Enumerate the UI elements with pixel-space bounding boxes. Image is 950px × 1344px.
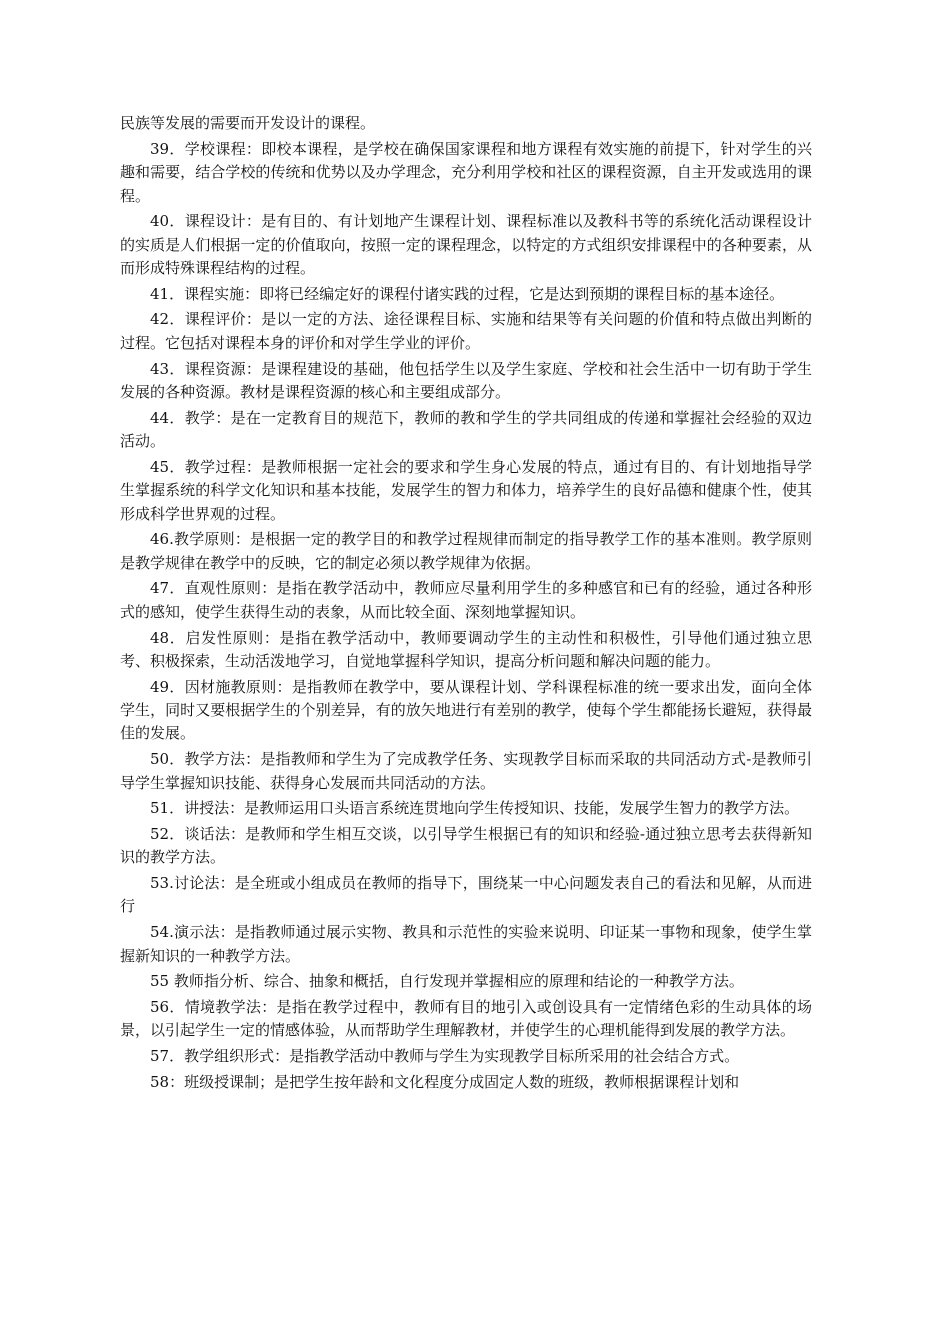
- paragraph-48: 48．启发性原则：是指在教学活动中，教师要调动学生的主动性和积极性，引导他们通过独立思考、积极探索，生动活泼地学习，自觉地掌握科学知识，提高分析问题和解决问题的能力。: [120, 628, 812, 670]
- paragraph-50: 50．教学方法：是指教师和学生为了完成教学任务、实现教学目标而采取的共同活动方式-是教师引导学生掌握知识技能、获得身心发展而共同活动的方法。: [120, 750, 812, 792]
- paragraph-58: 58：班级授课制；是把学生按年龄和文化程度分成固定人数的班级，教师根据课程计划和: [150, 1072, 740, 1091]
- paragraph-46: 46.教学原则：是根据一定的教学目的和教学过程规律而制定的指导教学工作的基本准则。教学原则是教学规律在教学中的反映，它的制定必须以教学规律为依据。: [120, 530, 812, 572]
- paragraph-43: 43．课程资源：是课程建设的基础，他包括学生以及学生家庭、学校和社会生活中一切有助于学生发展的各种资源。教材是课程资源的核心和主要组成部分。: [120, 359, 812, 401]
- document-page: [120, 112, 812, 1096]
- paragraph-49: 49．因材施教原则：是指教师在教学中，要从课程计划、学科课程标准的统一要求出发，面向全体学生，同时又要根据学生的个别差异，有的放矢地进行有差别的教学，使每个学生都能扬长避短，获得最佳的发展。: [120, 677, 812, 743]
- paragraph-54: 54.演示法：是指教师通过展示实物、教具和示范性的实验来说明、印证某一事物和现象，使学生掌握新知识的一种教学方法。: [120, 923, 812, 965]
- paragraph-44: 44．教学：是在一定教育目的规范下，教师的教和学生的学共同组成的传递和掌握社会经验的双边活动。: [120, 408, 812, 451]
- paragraph-57: 57．教学组织形式：是指教学活动中教师与学生为实现教学目标所采用的社会结合方式。: [150, 1047, 740, 1066]
- paragraph-42: 42．课程评价：是以一定的方法、途径课程目标、实施和结果等有关问题的价值和特点做出判断的过程。它包括对课程本身的评价和对学生学业的评价。: [120, 310, 812, 352]
- paragraph-52: 52．谈话法：是教师和学生相互交谈，以引导学生根据已有的知识和经验-通过独立思考去获得新知识的教学方法。: [120, 824, 812, 867]
- paragraph-53: 53.讨论法：是全班或小组成员在教师的指导下，围绕某一中心问题发表自己的看法和见解，从而进行: [120, 874, 812, 916]
- paragraph-47: 47．直观性原则：是指在教学活动中，教师应尽量利用学生的多种感官和已有的经验，通过各种形式的感知，使学生获得生动的表象，从而比较全面、深刻地掌握知识。: [120, 579, 812, 621]
- paragraph-55: 55 教师指分析、综合、抽象和概括，自行发现并掌握相应的原理和结论的一种教学方法。: [150, 972, 744, 991]
- paragraph-56: 56．情境教学法：是指在教学过程中，教师有目的地引入或创设具有一定情绪色彩的生动具体的场景，以引起学生一定的情感体验，从而帮助学生理解教材，并使学生的心理机能得到发展的教学方法。: [120, 997, 812, 1040]
- paragraph-41: 41．课程实施：即将已经编定好的课程付诸实践的过程，它是达到预期的课程目标的基本途径。: [150, 284, 785, 303]
- paragraph-51: 51．讲授法：是教师运用口头语言系统连贯地向学生传授知识、技能，发展学生智力的教学方法。: [150, 799, 800, 818]
- paragraph-0: 民族等发展的需要而开发设计的课程。: [120, 114, 376, 132]
- paragraph-39: 39．学校课程：即校本课程，是学校在确保国家课程和地方课程有效实施的前提下，针对学生的兴趣和需要，结合学校的传统和优势以及办学理念，充分利用学校和社区的课程资源，自主开发或选用的课程。: [120, 139, 812, 205]
- paragraph-40: 40．课程设计：是有目的、有计划地产生课程计划、课程标准以及教科书等的系统化活动课程设计的实质是人们根据一定的价值取向，按照一定的课程理念，以特定的方式组织安排课程中的各种要素，从而形成特殊课程结构的过程。: [120, 212, 812, 278]
- paragraph-45: 45．教学过程：是教师根据一定社会的要求和学生身心发展的特点，通过有目的、有计划地指导学生掌握系统的科学文化知识和基本技能，发展学生的智力和体力，培养学生的良好品德和健康个性，使其形成科学世界观的过程。: [120, 457, 812, 523]
